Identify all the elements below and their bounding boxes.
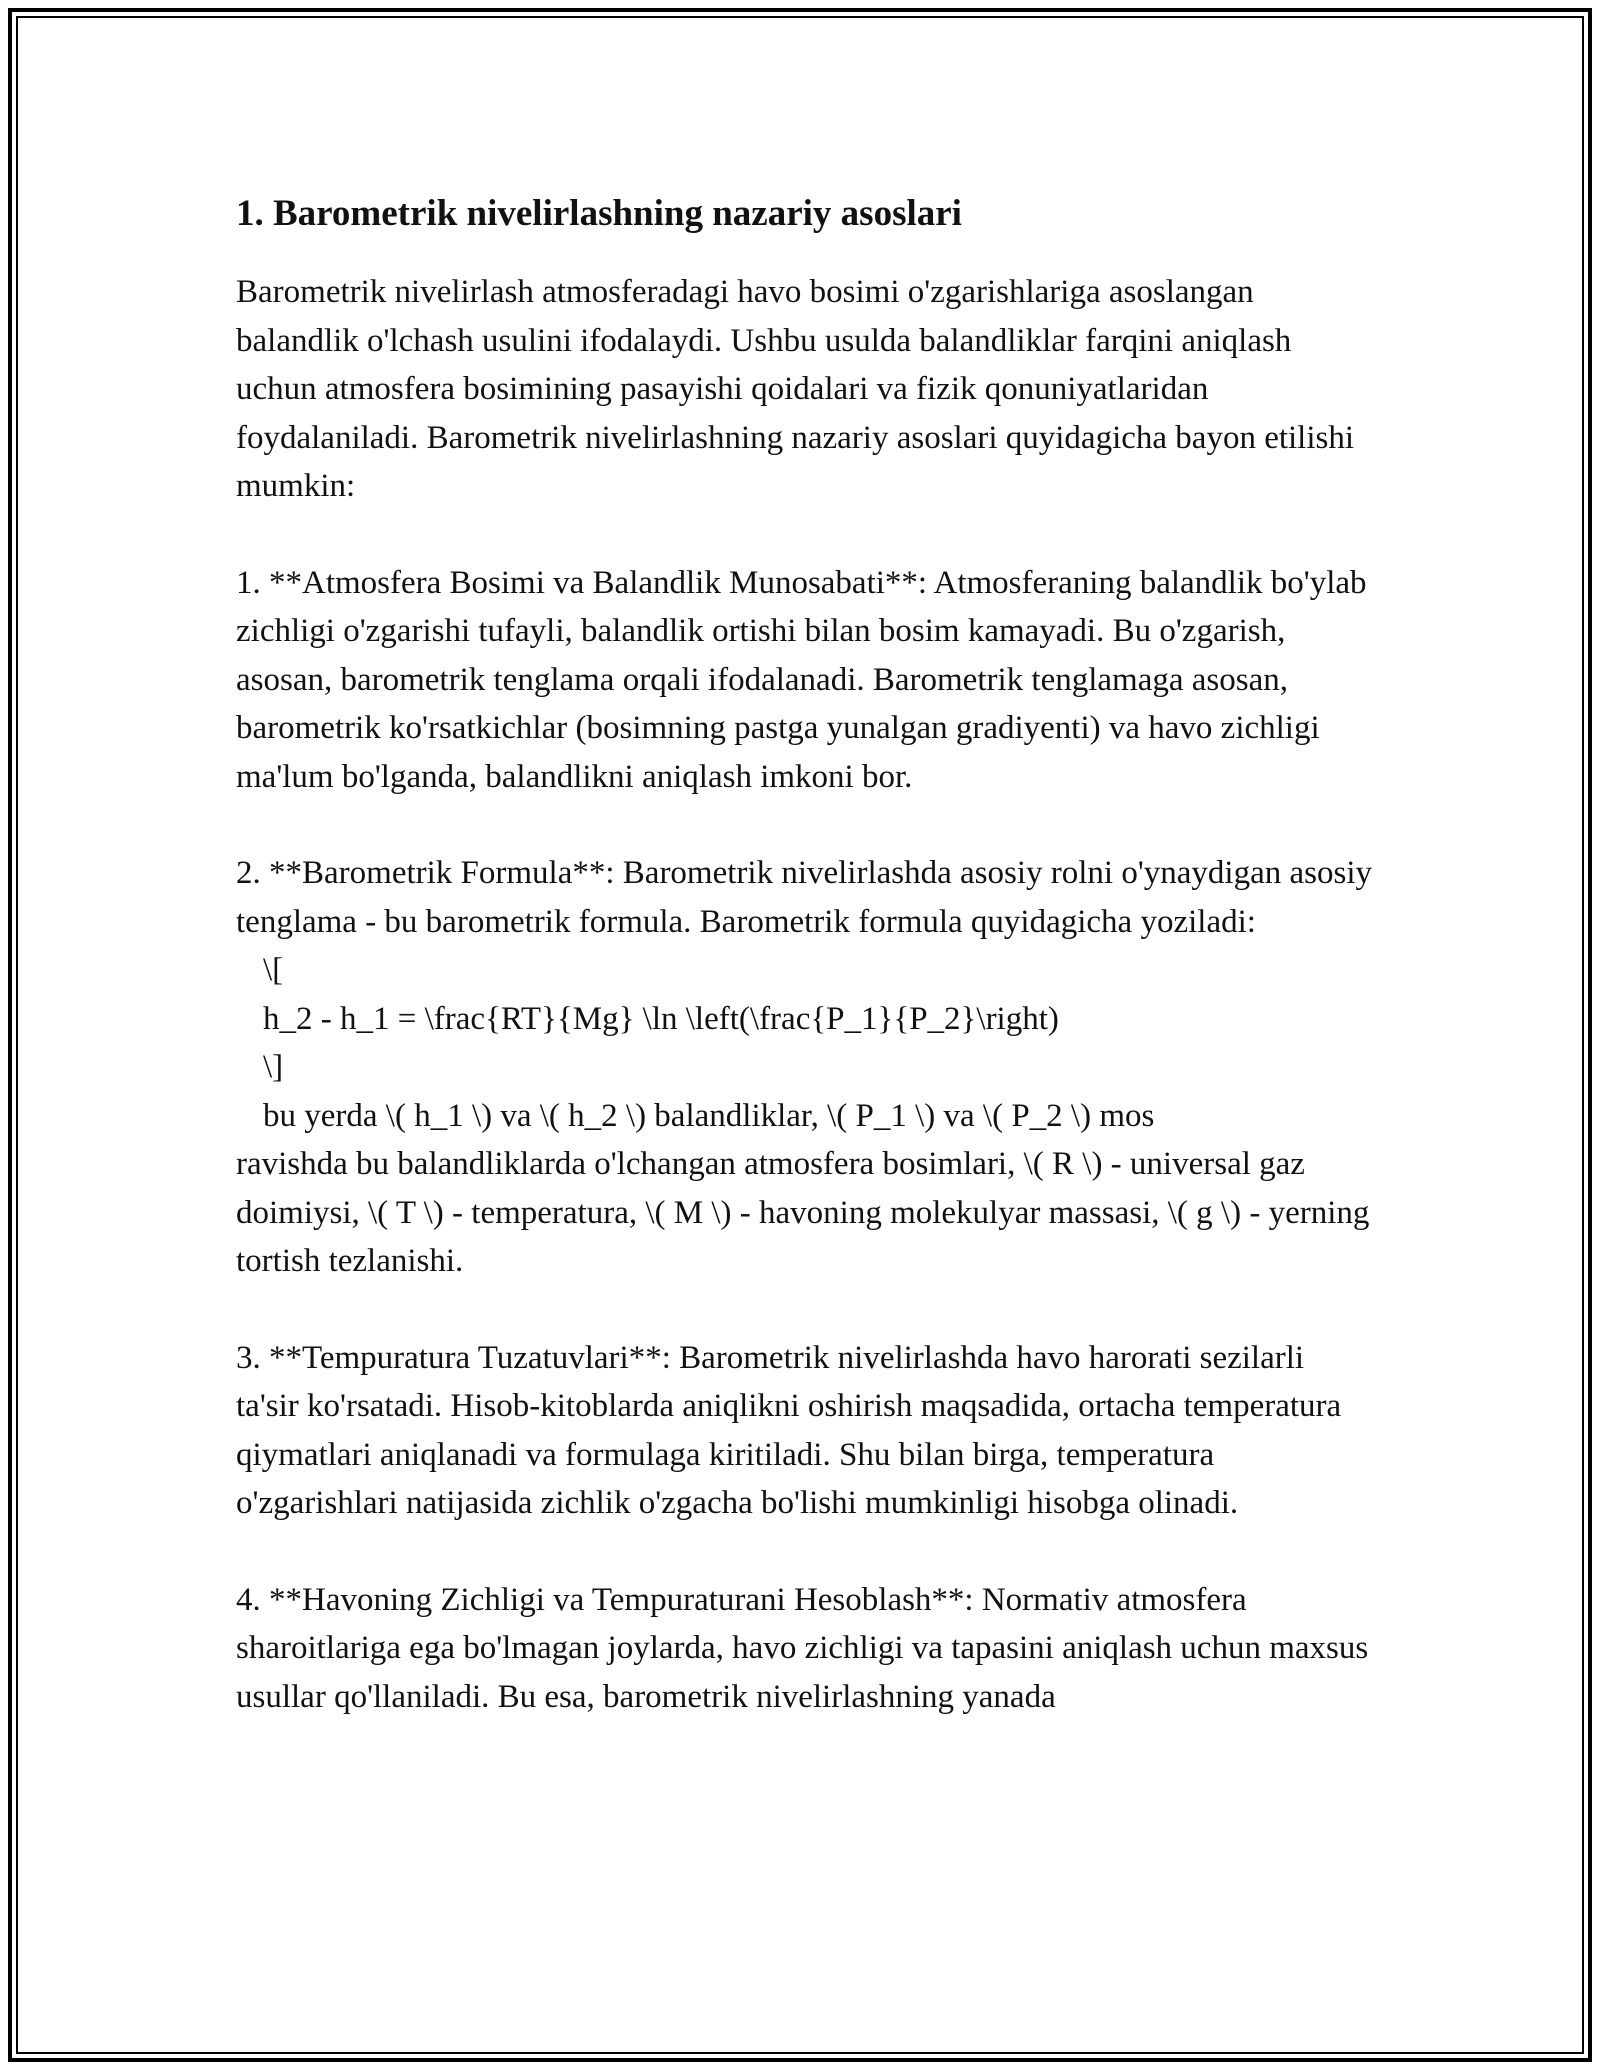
formula-explanation-rest: ravishda bu balandliklarda o'lchangan atmosfera bosimlari, \( R \) - universal gaz doimiysi, \( T \) - temperatura, \( M \) - havoning molekulyar massasi, \( g \) - yerning tortish tezlanishi.	[236, 1146, 1370, 1279]
list-item-2	[236, 849, 1372, 1286]
barometric-formula: h_2 - h_1 = \frac{RT}{Mg} \ln \left(\frac{P_1}{P_2}\right)	[263, 1000, 1059, 1037]
list-item-2-intro: 2. **Barometrik Formula**: Barometrik nivelirlashda asosiy rolni o'ynaydigan asosiy tenglama - bu barometrik formula. Barometrik formula quyidagicha yoziladi:	[236, 855, 1373, 940]
formula-open: \[	[263, 952, 284, 988]
list-item-4: 4. **Havoning Zichligi va Tempuraturani Hesoblash**: Normativ atmosfera sharoitlariga ega bo'lmagan joylarda, havo zichligi va tapasini aniqlash uchun maxsus usullar qo'llaniladi. Bu esa, barometrik nivelirlashning yanada	[236, 1581, 1369, 1715]
section-heading: 1. Barometrik nivelirlashning nazariy asoslari	[236, 193, 962, 234]
document-body	[236, 190, 1372, 1769]
formula-close: \]	[263, 1049, 284, 1085]
formula-explanation-lead: bu yerda \( h_1 \) va \( h_2 \) balandliklar, \( P_1 \) va \( P_2 \) mos	[263, 1097, 1155, 1134]
list-item-3: 3. **Tempuratura Tuzatuvlari**: Barometrik nivelirlashda havo harorati sezilarli ta'sir ko'rsatadi. Hisob-kitoblarda aniqlikni oshirish maqsadida, ortacha temperatura qiymatlari aniqlanadi va formulaga kiritiladi. Shu bilan birga, temperatura o'zgarishlari natijasida zichlik o'zgacha bo'lishi mumkinligi hisobga olinadi.	[236, 1339, 1342, 1521]
intro-paragraph: Barometrik nivelirlash atmosferadagi havo bosimi o'zgarishlariga asoslangan balandlik o'lchash usulini ifodalaydi. Ushbu usulda balandliklar farqini aniqlash uchun atmosfera bosimining pasayishi qoidalari va fizik qonuniyatlaridan foydalaniladi. Barometrik nivelirlashning nazariy asoslari quyidagicha bayon etilishi mumkin:	[236, 274, 1355, 504]
list-item-1: 1. **Atmosfera Bosimi va Balandlik Munosabati**: Atmosferaning balandlik bo'ylab zichligi o'zgarishi tufayli, balandlik ortishi bilan bosim kamayadi. Bu o'zgarish, asosan, barometrik tenglama orqali ifodalanadi. Barometrik tenglamaga asosan, barometrik ko'rsatkichlar (bosimning pastga yunalgan gradiyenti) va havo zichligi ma'lum bo'lganda, balandlikni aniqlash imkoni bor.	[236, 564, 1367, 795]
